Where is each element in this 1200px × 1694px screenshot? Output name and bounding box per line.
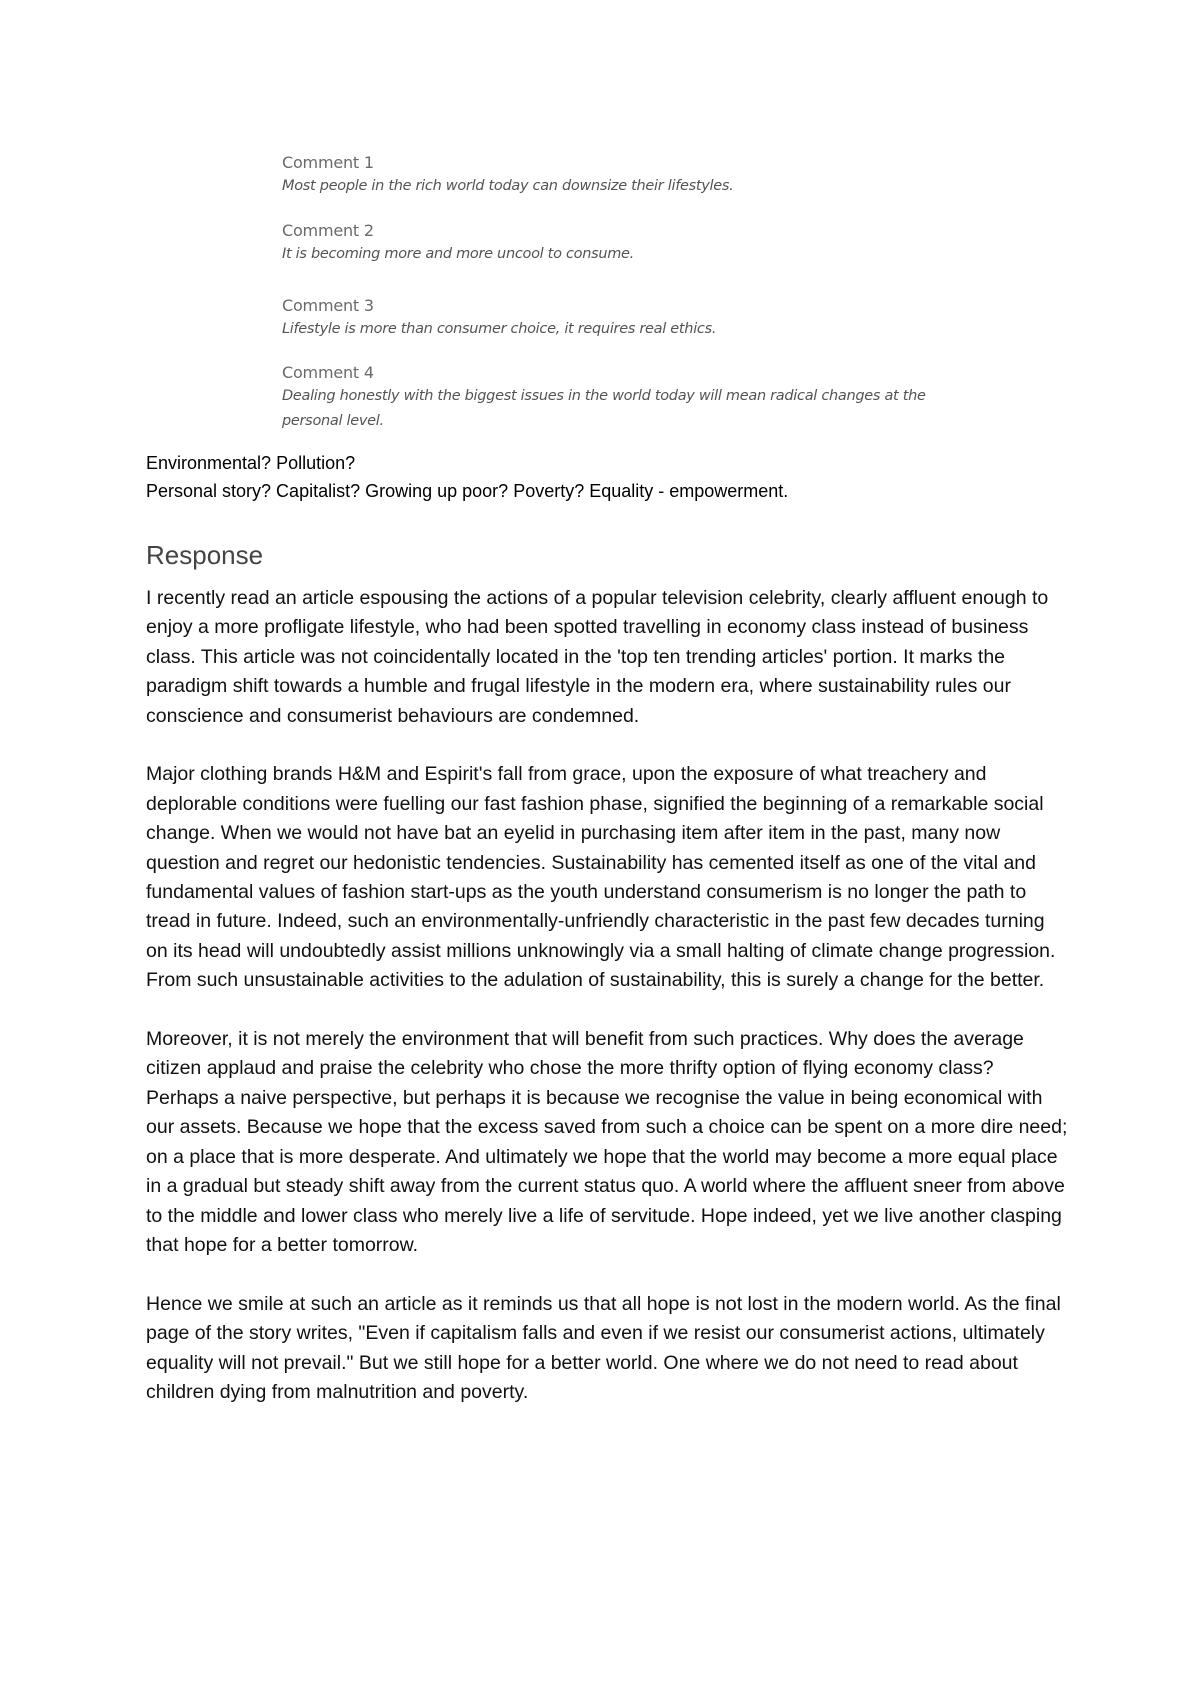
comment-text: Dealing honestly with the biggest issues in the world today will mean radical changes at the personal level.: [282, 388, 926, 429]
comment-3: [282, 295, 716, 342]
paragraph-1: I recently read an article espousing the actions of a popular television celebrity, clearly affluent enough to enjoy a more profligate lifestyle, who had been spotted travelling in economy class instead of business class. This article was not coincidentally located in the 'top ten trending articles' portion. It marks the paradigm shift towards a humble and frugal lifestyle in the modern era, where sustainability rules our conscience and consumerist behaviours are condemned.: [146, 587, 1049, 727]
paragraph-2: Major clothing brands H&M and Espirit's fall from grace, upon the exposure of what treachery and deplorable conditions were fuelling our fast fashion phase, signified the beginning of a remarkable social change. When we would not have bat an eyelid in purchasing item after item in the past, many now question and regret our hedonistic tendencies. Sustainability has cemented itself as one of the vital and fundamental values of fashion start-ups as the youth understand consumerism is no longer the path to tread in future. Indeed, such an environmentally-unfriendly characteristic in the past few decades turning on its head will undoubtedly assist millions unknowingly via a small halting of climate change progression. From such unsustainable activities to the adulation of sustainability, this is surely a change for the better.: [146, 763, 1056, 992]
comment-text: It is becoming more and more uncool to consume.: [282, 246, 634, 262]
notes-line-1: Environmental? Pollution?: [146, 453, 356, 473]
comment-2: [282, 220, 634, 267]
comment-title: Comment 1: [282, 153, 374, 172]
comment-title: Comment 2: [282, 221, 374, 240]
comment-1: [282, 152, 733, 199]
comment-title: Comment 3: [282, 296, 374, 315]
comment-text: Most people in the rich world today can downsize their lifestyles.: [282, 178, 734, 194]
comment-4: [282, 362, 942, 434]
paragraph-4: Hence we smile at such an article as it reminds us that all hope is not lost in the modern world. As the final page of the story writes, "Even if capitalism falls and even if we resist our consumerist actions, ultimately equality will not prevail." But we still hope for a better world. One where we do not need to read about children dying from malnutrition and poverty.: [146, 1292, 1061, 1403]
paragraph-3: Moreover, it is not merely the environment that will benefit from such practices. Why does the average citizen applaud and praise the celebrity who chose the more thrifty option of flying economy class? Perhaps a naive perspective, but perhaps it is because we recognise the value in being economical with our assets. Because we hope that the excess saved from such a choice can be spent on a more dire need; on a place that is more desperate. And ultimately we hope that the world may become a more equal place in a gradual but steady shift away from the current status quo. A world where the affluent sneer from above to the middle and lower class who merely live a life of servitude. Hope indeed, yet we live another clasping that hope for a better tomorrow.: [146, 1028, 1068, 1256]
response-heading: Response: [146, 540, 264, 570]
comment-text: Lifestyle is more than consumer choice, it requires real ethics.: [282, 321, 717, 337]
brainstorm-notes: [146, 449, 788, 505]
response-body: [146, 584, 1068, 1437]
notes-line-2: Personal story? Capitalist? Growing up poor? Poverty? Equality - empowerment.: [146, 481, 789, 501]
comment-title: Comment 4: [282, 363, 374, 382]
